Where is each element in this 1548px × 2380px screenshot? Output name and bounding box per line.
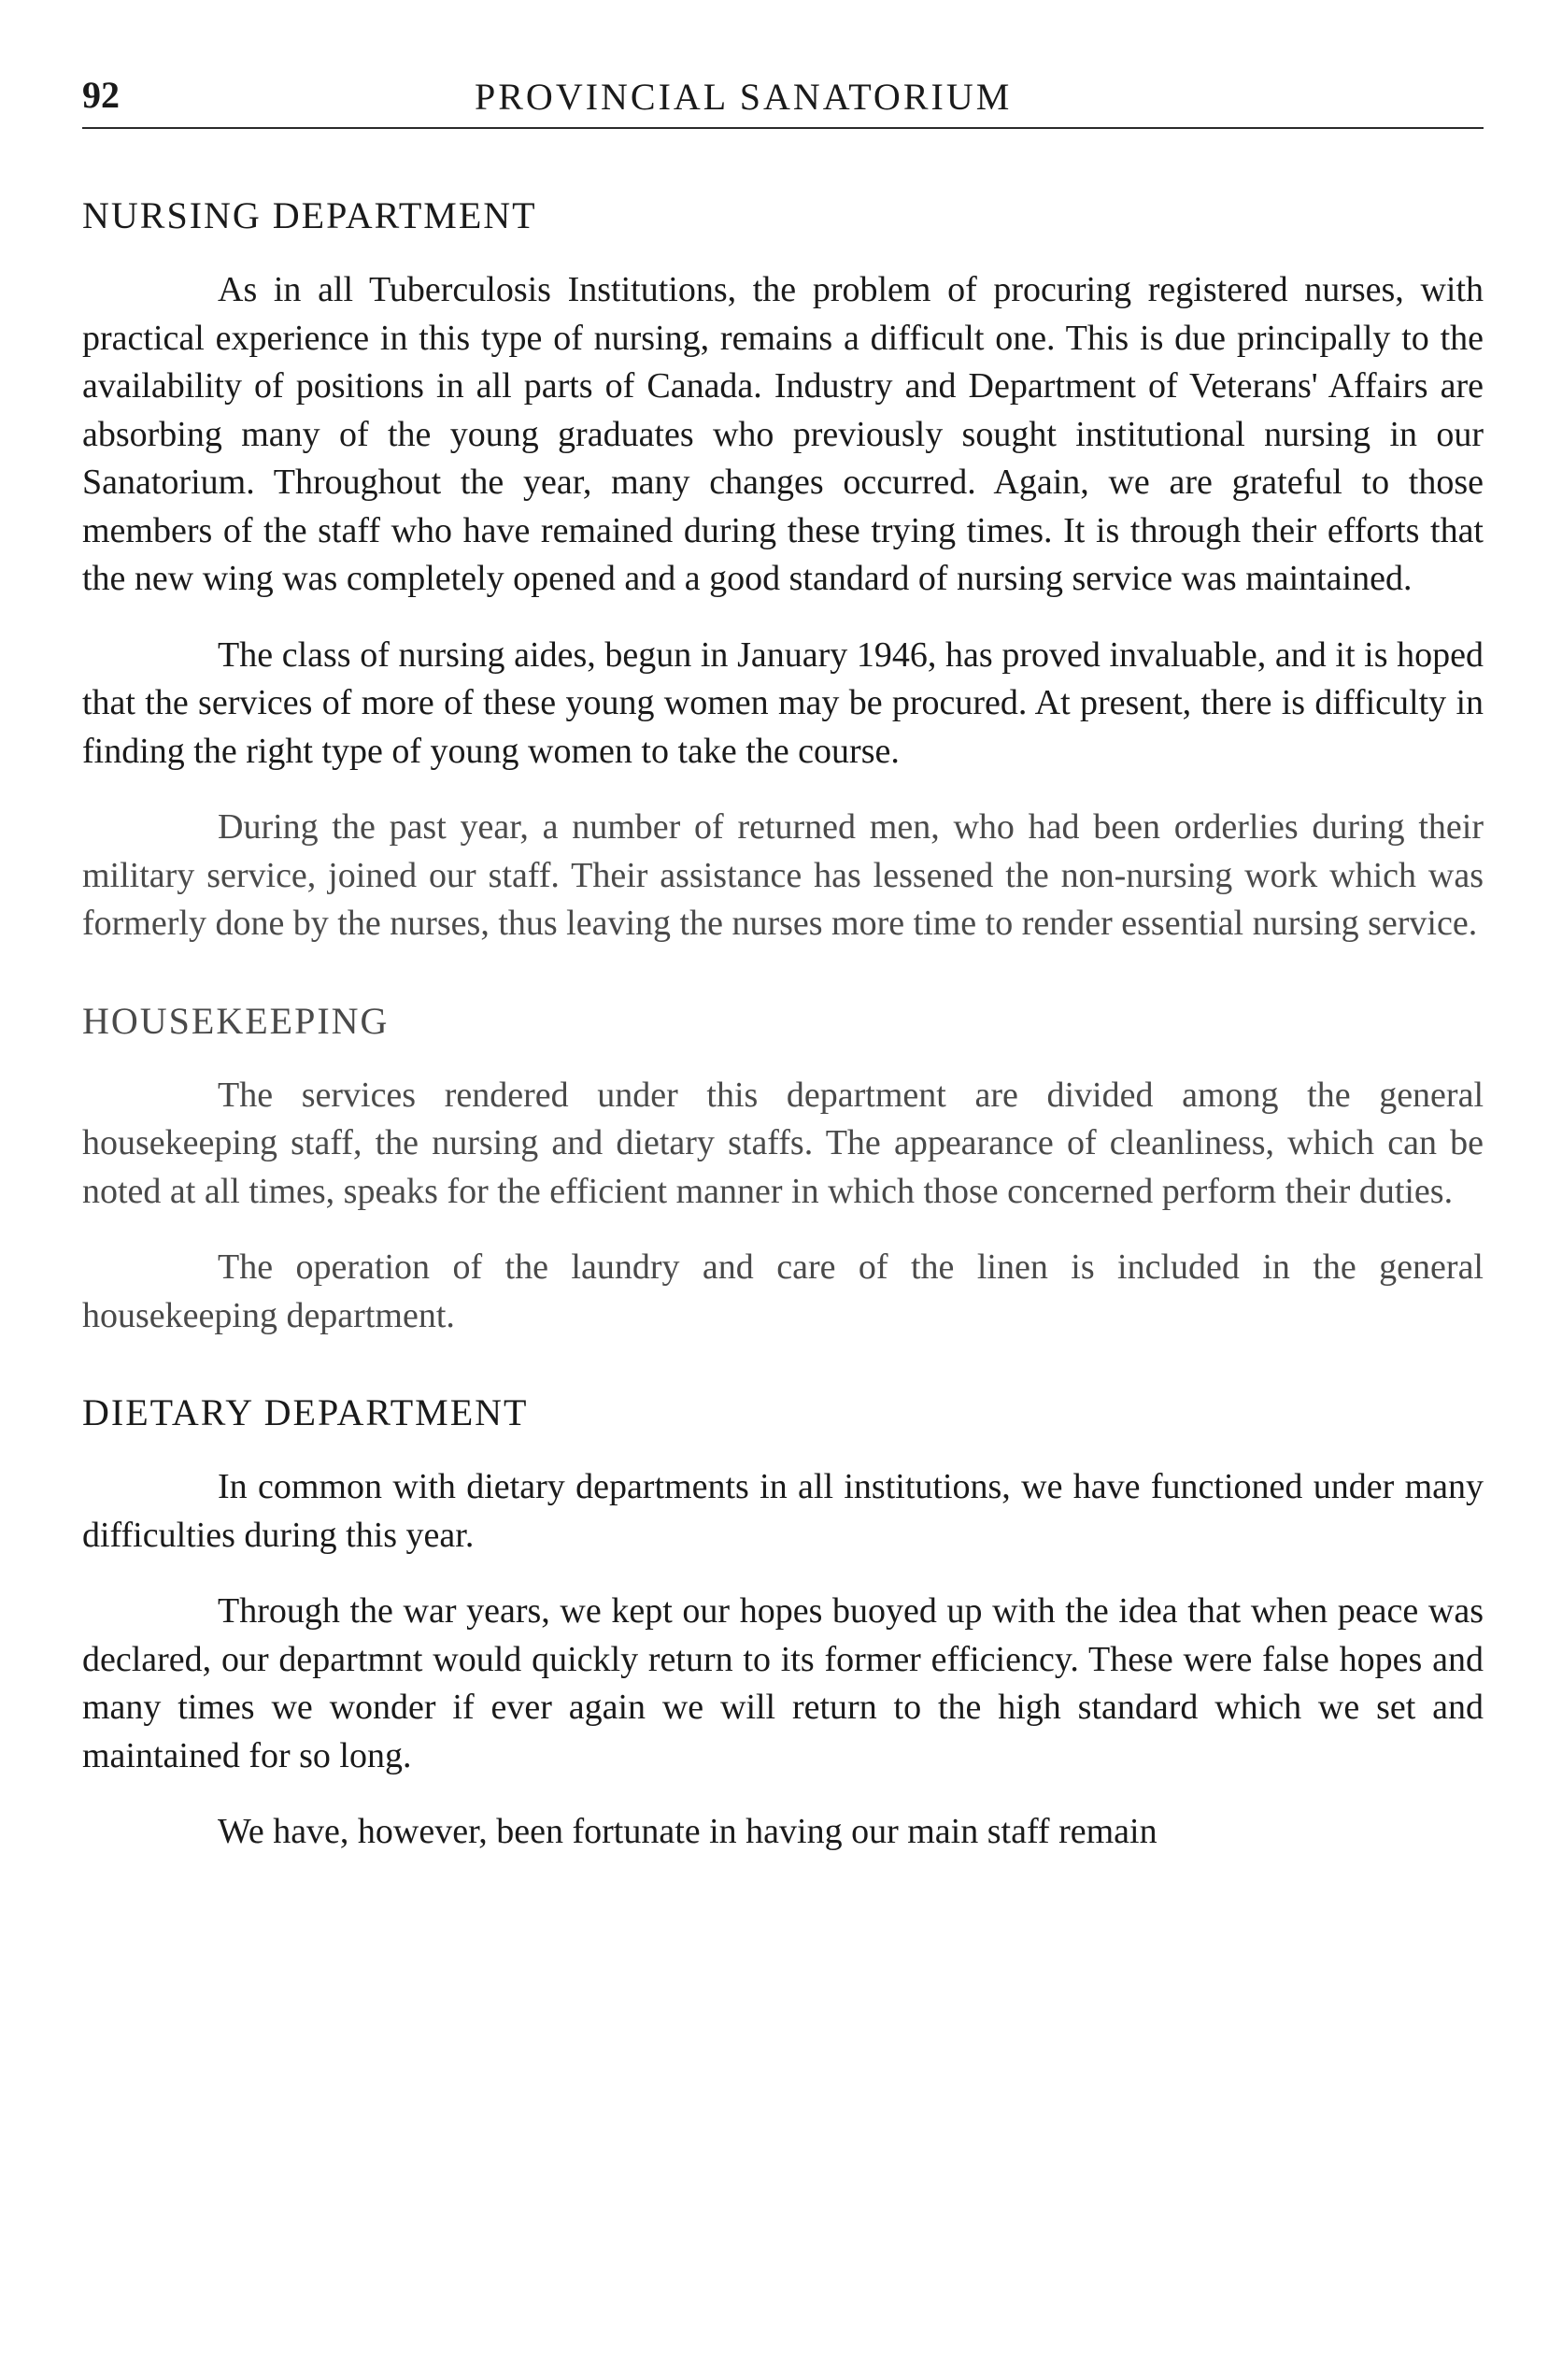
paragraph: The class of nursing aides, begun in January 1946, has proved invaluable, and it is hoped that the services of more of these young women may be procured. At present, there is difficulty in finding the right type of young women to take the course. (82, 634, 1484, 771)
running-header (82, 73, 1484, 129)
paragraph: The services rendered under this department are divided among the general housekeeping staff, the nursing and dietary staffs. The appearance of cleanliness, which can be noted at all times, speaks for the efficient manner in which those concerned perform their duties. (82, 1075, 1484, 1211)
section-housekeeping (82, 997, 1484, 1341)
paragraph: As in all Tuberculosis Institutions, the problem of procuring registered nurses, with practical experience in this type of nursing, remains a difficult one. This is due principally to the availability of positions in all parts of Canada. Industry and Department of Veterans' Affairs are absorbing many of the young graduates who previously sought institutional nursing in our Sanatorium. Throughout the year, many changes occurred. Again, we are grateful to those members of the staff who have remained during these trying times. It is through their efforts that the new wing was completely opened and a good standard of nursing service was maintained. (82, 270, 1484, 598)
paragraph: The operation of the laundry and care of the linen is included in the general housekeeping department. (82, 1247, 1484, 1335)
section-heading: NURSING DEPARTMENT (82, 194, 537, 236)
section-dietary-department (82, 1389, 1484, 1857)
page-number: 92 (82, 74, 120, 116)
document-body (82, 192, 1484, 1885)
section-heading: DIETARY DEPARTMENT (82, 1391, 529, 1433)
paragraph: In common with dietary departments in all institutions, we have functioned under many difficulties during this year. (82, 1467, 1484, 1555)
section-heading: HOUSEKEEPING (82, 999, 390, 1042)
paragraph: We have, however, been fortunate in having our main staff remain (218, 1812, 1157, 1851)
paragraph: During the past year, a number of returned men, who had been orderlies during their military service, joined our staff. Their assistance has lessened the non-nursing work which was formerly done by the nurses, thus leaving the nurses more time to render essential nursing service. (82, 807, 1484, 943)
paragraph: Through the war years, we kept our hopes buoyed up with the idea that when peace was declared, our departmnt would quickly return to its former efficiency. These were false hopes and many times we wonder if ever again we will return to the high standard which we set and maintained for so long. (82, 1591, 1484, 1775)
section-nursing-department (82, 192, 1484, 948)
running-title: PROVINCIAL SANATORIUM (475, 76, 1013, 118)
